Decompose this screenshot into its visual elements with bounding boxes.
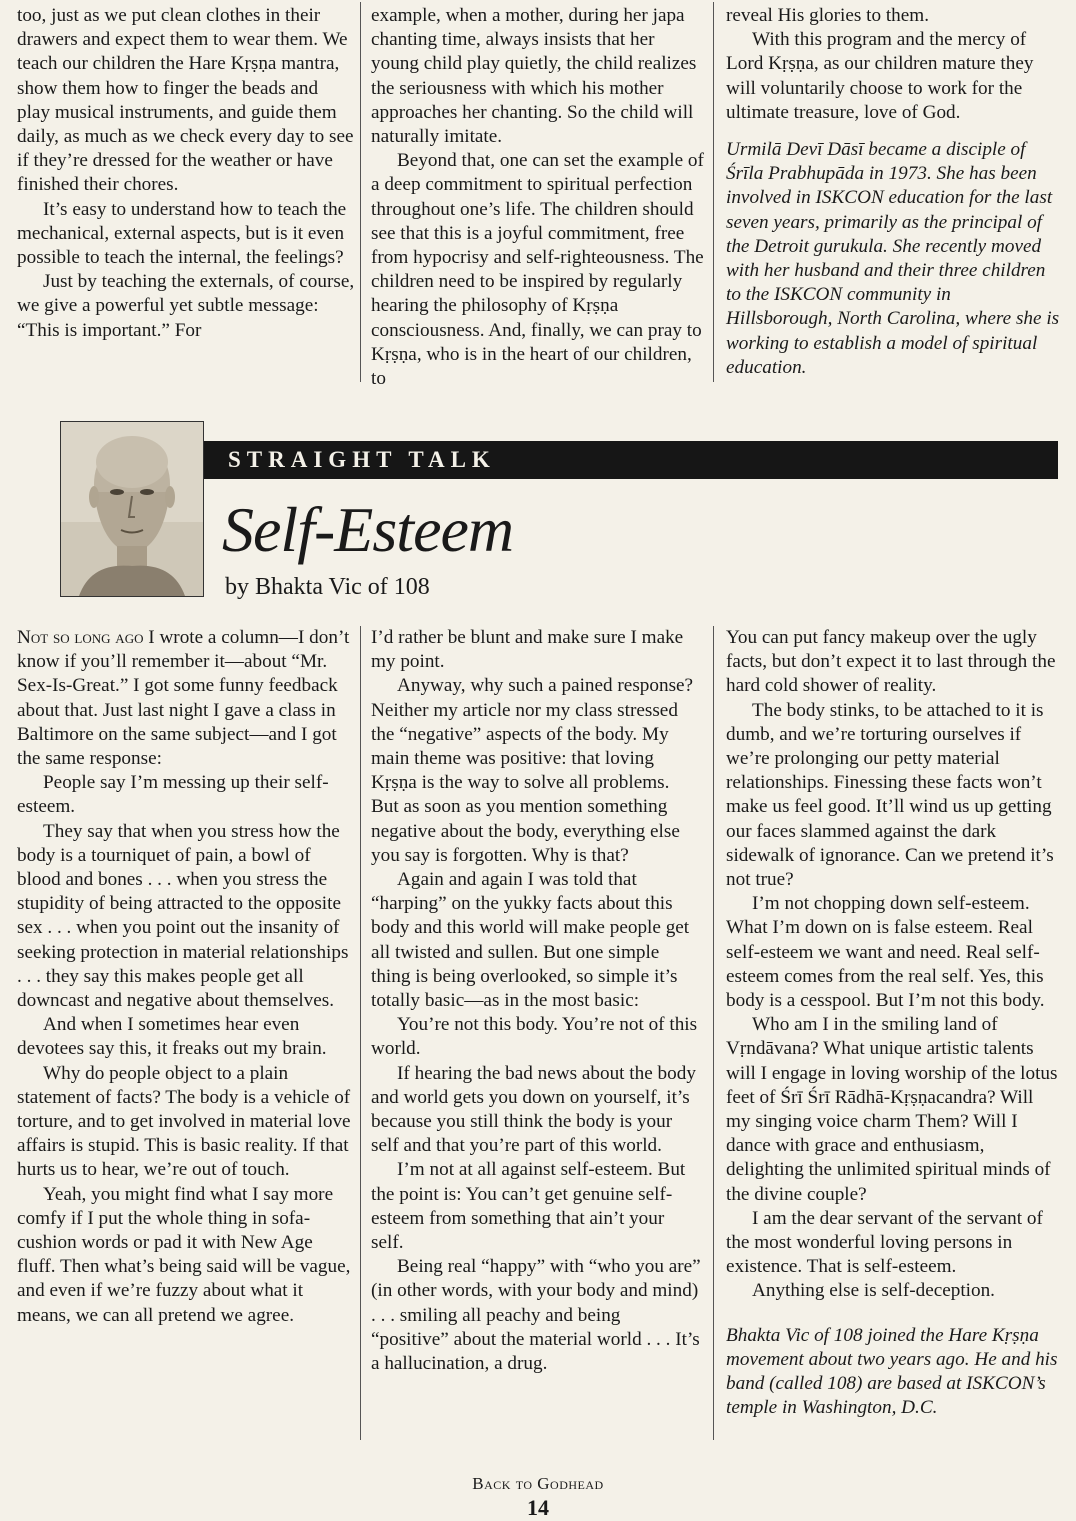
author-photo xyxy=(60,421,204,597)
paragraph: With this program and the mercy of Lord Kṛṣṇa, as our children mature they will voluntarily choose to work for the ultimate treasure, love of God. xyxy=(726,29,1034,123)
paragraph: reveal His glories to them. xyxy=(726,5,930,26)
magazine-name: Back to Godhead xyxy=(472,1474,604,1493)
paragraph: example, when a mother, during her japa chanting time, always insists that her young child play quietly, the child realizes the seriousness with which his mother approaches her chanting. So the child will naturally imitate. xyxy=(371,5,697,148)
paragraph: I’m not at all against self-esteem. But the point is: You can’t get genuine self-esteem from something that ain’t your self. xyxy=(371,1159,686,1254)
body-column-1 xyxy=(17,626,351,1328)
top-column-3 xyxy=(726,4,1062,380)
lead-paragraph: I wrote a column—I don’t know if you’ll remember it—about “Mr. Sex-Is-Great.” I got some funny feedback about that. Just last night I gave a class in Baltimore on the same subject—and I got the same response: xyxy=(17,627,350,770)
paragraph xyxy=(17,626,351,771)
article-title: Self-Esteem xyxy=(222,494,514,565)
paragraph: If hearing the bad news about the body and world gets you down on yourself, it’s because you still think the body is your self and that you’re part of this world. xyxy=(371,1062,696,1157)
top-column-2 xyxy=(371,4,705,391)
page-number: 14 xyxy=(527,1495,549,1520)
paragraph: Being real “happy” with “who you are” (in other words, with your body and mind) . . . smiling all peachy and being “positive” about the material world . . . It’s a hallucination, a drug. xyxy=(371,1256,701,1375)
paragraph: too, just as we put clean clothes in their drawers and expect them to wear them. We teach our children the Hare Kṛṣṇa mantra, show them how to finger the beads and play musical instruments, and guide them daily, as much as we check every day to see if they’re dressed for the weather or have finished their chores. xyxy=(17,5,354,196)
paragraph: And when I sometimes hear even devotees say this, it freaks out my brain. xyxy=(17,1014,327,1060)
paragraph: People say I’m messing up their self-esteem. xyxy=(17,772,329,818)
paragraph: It’s easy to understand how to teach the mechanical, external aspects, but is it even possible to teach the internal, the feelings? xyxy=(17,198,347,269)
paragraph: Yeah, you might find what I say more comfy if I put the whole thing in sofa-cushion words or pad it with New Age fluff. Then what’s being said will be vague, and even if we’re fuzzy about what it means, we can all pretend we agree. xyxy=(17,1183,351,1326)
top-column-1 xyxy=(17,4,355,343)
column-divider xyxy=(713,2,714,382)
lead-in: Not so long ago xyxy=(17,627,144,648)
paragraph: Why do people object to a plain statement of facts? The body is a vehicle of torture, and to get involved in material love affairs is stupid. This is basic reality. If that hurts us to hear, we’re out of touch. xyxy=(17,1062,351,1181)
paragraph: The body stinks, to be attached to it is dumb, and we’re torturing ourselves if we’re prolonging our petty material relationships. Finessing these facts won’t make us feel good. It’ll wind us up getting our faces slammed against the dark sidewalk of ignorance. Can we pretend it’s not true? xyxy=(726,699,1054,891)
portrait-image xyxy=(61,422,203,596)
paragraph: You’re not this body. You’re not of this world. xyxy=(371,1014,698,1060)
paragraph: You can put fancy makeup over the ugly facts, but don’t expect it to last through the hard cold shower of reality. xyxy=(726,627,1056,697)
section-label: STRAIGHT TALK xyxy=(228,447,496,472)
column-divider xyxy=(360,2,361,382)
paragraph: Again and again I was told that “harping” on the yukky facts about this body and this world will make people get all twisted and sullen. But one simple thing is being overlooked, so simple it’s totally basic—as in the most basic: xyxy=(371,869,690,1012)
author-bio: Bhakta Vic of 108 joined the Hare Kṛṣṇa movement about two years ago. He and his band (called 108) are based at ISKCON’s temple in Washington, D.C. xyxy=(726,1324,1058,1419)
section-banner xyxy=(64,441,1058,479)
body-column-2 xyxy=(371,626,701,1376)
paragraph: I’m not chopping down self-esteem. What I’m down on is false esteem. Real self-esteem we want and need. Real self-esteem comes from the real self. Yes, this body is a cesspool. But I’m not this body. xyxy=(726,893,1045,1012)
paragraph: I am the dear servant of the servant of the most wonderful loving persons in existence. That is self-esteem. xyxy=(726,1207,1043,1278)
paragraph: Who am I in the smiling land of Vṛndāvana? What unique artistic talents will I engage in loving worship of the lotus feet of Śrī Śrī Rādhā-Kṛṣṇacandra? Will my singing voice charm Them? Will I dance with grace and enthusiasm, delighting the unlimited spiritual minds of the divine couple? xyxy=(726,1014,1058,1205)
paragraph: Anything else is self-deception. xyxy=(752,1280,995,1302)
paragraph: They say that when you stress how the body is a tourniquet of pain, a bowl of blood and bones . . . when you stress the stupidity of being attracted to the opposite sex . . . when you point out the insanity of seeking protection in material relationships . . . they say this makes people get all downcast and negative about themselves. xyxy=(17,820,349,1012)
paragraph: I’d rather be blunt and make sure I make my point. xyxy=(371,627,684,673)
column-divider xyxy=(713,626,714,1440)
paragraph: Beyond that, one can set the example of a deep commitment to spiritual perfection throughout one’s life. The children should see that this is a joyful commitment, free from hypocrisy and self-righteousness. The children need to be inspired by regularly hearing the philosophy of Kṛṣṇa consciousness. And, finally, we can pray to Kṛṣṇa, who is in the heart of our children, to xyxy=(371,150,704,390)
author-bio: Urmilā Devī Dāsī became a disciple of Śrīla Prabhupāda in 1973. She has been involved in ISKCON education for the last seven years, primarily as the principal of the Detroit gurukula. She recently moved with her husband and their three children to the ISKCON community in Hillsborough, North Carolina, where she is working to establish a model of spiritual education. xyxy=(726,139,1060,378)
article-byline: by Bhakta Vic of 108 xyxy=(225,574,430,600)
body-column-3 xyxy=(726,626,1062,1421)
column-divider xyxy=(360,626,361,1440)
paragraph: Just by teaching the externals, of course, we give a powerful yet subtle message: “This is important.” For xyxy=(17,271,355,341)
paragraph: Anyway, why such a pained response? Neither my article nor my class stressed the “negative” aspects of the body. My main theme was positive: that loving Kṛṣṇa is the way to solve all problems. But as soon as you mention something negative about the body, everything else you say is forgotten. Why is that? xyxy=(371,675,694,866)
